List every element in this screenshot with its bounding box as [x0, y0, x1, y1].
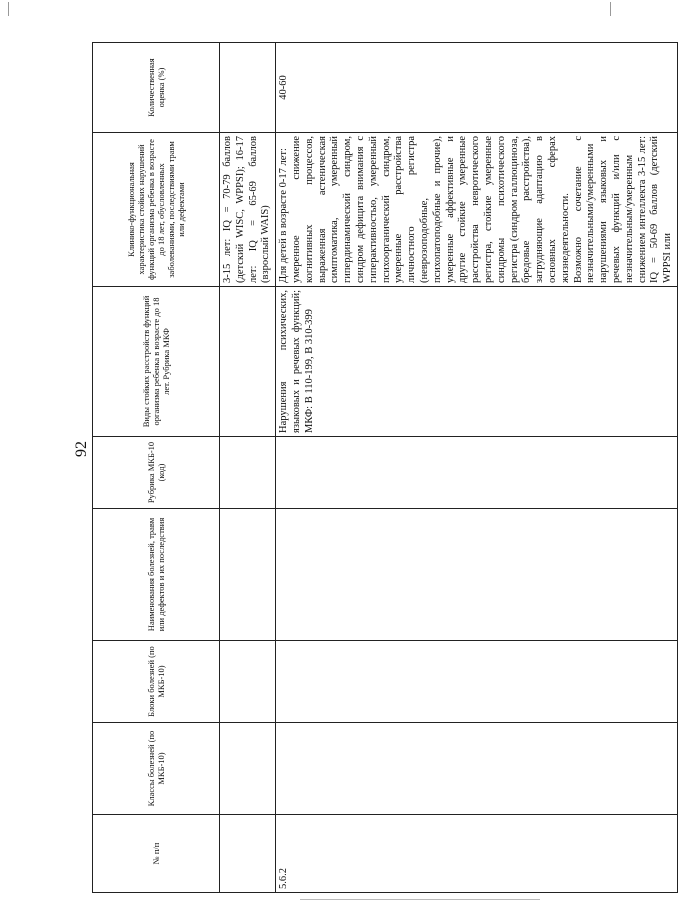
page-number: 92 [73, 441, 90, 457]
header-clinical-characteristic: Клинико-функциональная характеристика стойких нарушений функций организма ребенка в возрасте до 18 лет, обусловленных заболеваниями, последствиями травм или дефектами [93, 133, 220, 287]
criteria-table [92, 42, 678, 893]
cell-score: 40-60 [276, 43, 678, 133]
header-disease-classes: Классы болезней (по МКБ-10) [93, 723, 220, 815]
cell-num: 5.6.2 [276, 815, 678, 893]
header-quantitative-score: Количественная оценка (%) [93, 43, 220, 133]
cell-score [220, 43, 276, 133]
header-disorder-kinds: Виды стойких расстройств функций организма ребенка в возрасте до 18 лет. Рубрика МКФ [93, 287, 220, 437]
header-icd-code: Рубрика МКБ-10 (код) [93, 437, 220, 509]
scan-edge-mark [8, 2, 9, 16]
table-row [276, 43, 678, 893]
table-row [220, 43, 276, 893]
cell-names [276, 509, 678, 641]
cell-characteristic: 3-15 лет: IQ = 70-79 баллов (детский WISC, WPPSI); 16-17 лет: IQ = 65-69 баллов (взрослый WAIS) [220, 133, 276, 287]
cell-kind: Нарушения психических, языковых и речевых функций; МКФ: В 110-199, В 310-399 [276, 287, 678, 437]
cell-blocks [276, 641, 678, 723]
scan-edge-mark [300, 899, 540, 900]
cell-names [220, 509, 276, 641]
table-header-row [93, 43, 220, 893]
cell-classes [220, 723, 276, 815]
cell-characteristic: Для детей в возрасте 0-17 лет: умеренное снижение когнитивных процессов, выраженная астеническая симптоматика, умеренный гипердинамический синдром, синдром дефицита внимания с гиперактивностью, умеренный психоорганический синдром, умеренные расстройства личностного регистра (неврозоподобные, психопатоподобные и прочие), умеренные аффективные и другие стойкие умеренные расстройства невротического регистра, стойкие умеренные синдромы психотического регистра (синдром галлюциноза, бредовые расстройства), затрудняющие адаптацию в основных сферах жизнедеятельности. Возможно сочетание с незначительными/умеренными нарушениями языковых и речевых функций и/или с незначительным/умеренным снижением интеллекта 3-15 лет: IQ = 50-69 баллов (детский WPPSI или [276, 133, 678, 287]
cell-kind [220, 287, 276, 437]
cell-code [220, 437, 276, 509]
scan-edge-mark [610, 2, 611, 16]
header-num: № п/п [93, 815, 220, 893]
rotated-table-container [92, 43, 674, 893]
cell-blocks [220, 641, 276, 723]
header-disease-blocks: Блоки болезней (по МКБ-10) [93, 641, 220, 723]
cell-classes [276, 723, 678, 815]
cell-code [276, 437, 678, 509]
cell-num [220, 815, 276, 893]
header-disease-names: Наименования болезней, травм или дефектов и их последствия [93, 509, 220, 641]
